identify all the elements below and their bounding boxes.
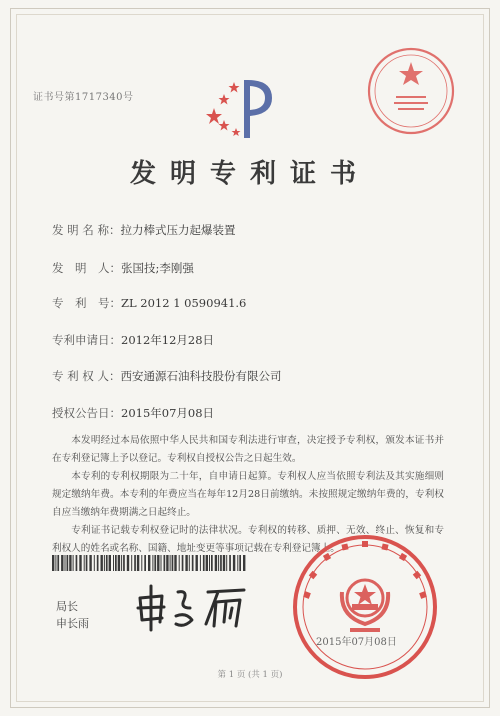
- patentee-row: [52, 368, 281, 384]
- patentee-value: 西安通源石油科技股份有限公司: [120, 369, 282, 383]
- patent-number-value: ZL 2012 1 0590941.6: [121, 296, 247, 310]
- barcode-icon: [52, 555, 246, 571]
- signature-title: 局长: [56, 600, 78, 613]
- handwritten-signature-icon: [132, 578, 256, 634]
- grant-date-value: 2015年07月08日: [121, 406, 215, 420]
- inventor-value: 张国技;李刚强: [121, 261, 194, 275]
- application-date-row: [52, 332, 214, 348]
- patent-number-label: 专 利 号：: [52, 296, 121, 310]
- patent-office-emblem-icon: [200, 72, 280, 144]
- application-date-value: 2012年12月28日: [121, 333, 215, 347]
- invention-name-value: 拉力棒式压力起爆装置: [120, 223, 236, 237]
- invention-name-label: 发 明 名 称：: [52, 223, 121, 237]
- patentee-label: 专 利 权 人：: [52, 369, 121, 383]
- inventor-row: [52, 260, 194, 276]
- body-paragraph-3: 专利证书记载专利权登记时的法律状况。专利权的转移、质押、无效、终止、恢复和专利权人的姓名或名称、国籍、地址变更等事项记载在专利登记簿上。: [52, 525, 444, 554]
- grant-date-row: [52, 405, 214, 421]
- certificate-title: 发明专利证书: [129, 159, 370, 189]
- body-paragraph-1: 本发明经过本局依照中华人民共和国专利法进行审查，决定授予专利权，颁发本证书并在专利登记簿上予以登记。专利权自授权公告之日起生效。: [52, 435, 444, 464]
- application-date-label: 专利申请日：: [52, 333, 121, 347]
- red-seal-stamp-icon: [364, 44, 458, 138]
- patent-number-row: [52, 295, 246, 311]
- seal-date: 2015年07月08日: [316, 637, 397, 648]
- invention-name-row: [52, 222, 235, 238]
- national-patent-seal-icon: [290, 532, 440, 682]
- grant-date-label: 授权公告日：: [52, 406, 121, 420]
- body-paragraph-2: 本专利的专利权期限为二十年，自申请日起算。专利权人应当依照专利法及其实施细则规定缴纳年费。本专利的年费应当在每年12月28日前缴纳。未按照规定缴纳年费的，专利权自应当缴纳年费期满之日起终止。: [52, 471, 444, 518]
- inventor-label: 发 明 人：: [52, 261, 121, 275]
- signature-name: 申长雨: [56, 617, 89, 630]
- certificate-number: 证书号第1717340号: [33, 92, 134, 103]
- page-footer: 第 1 页 (共 1 页): [217, 670, 283, 680]
